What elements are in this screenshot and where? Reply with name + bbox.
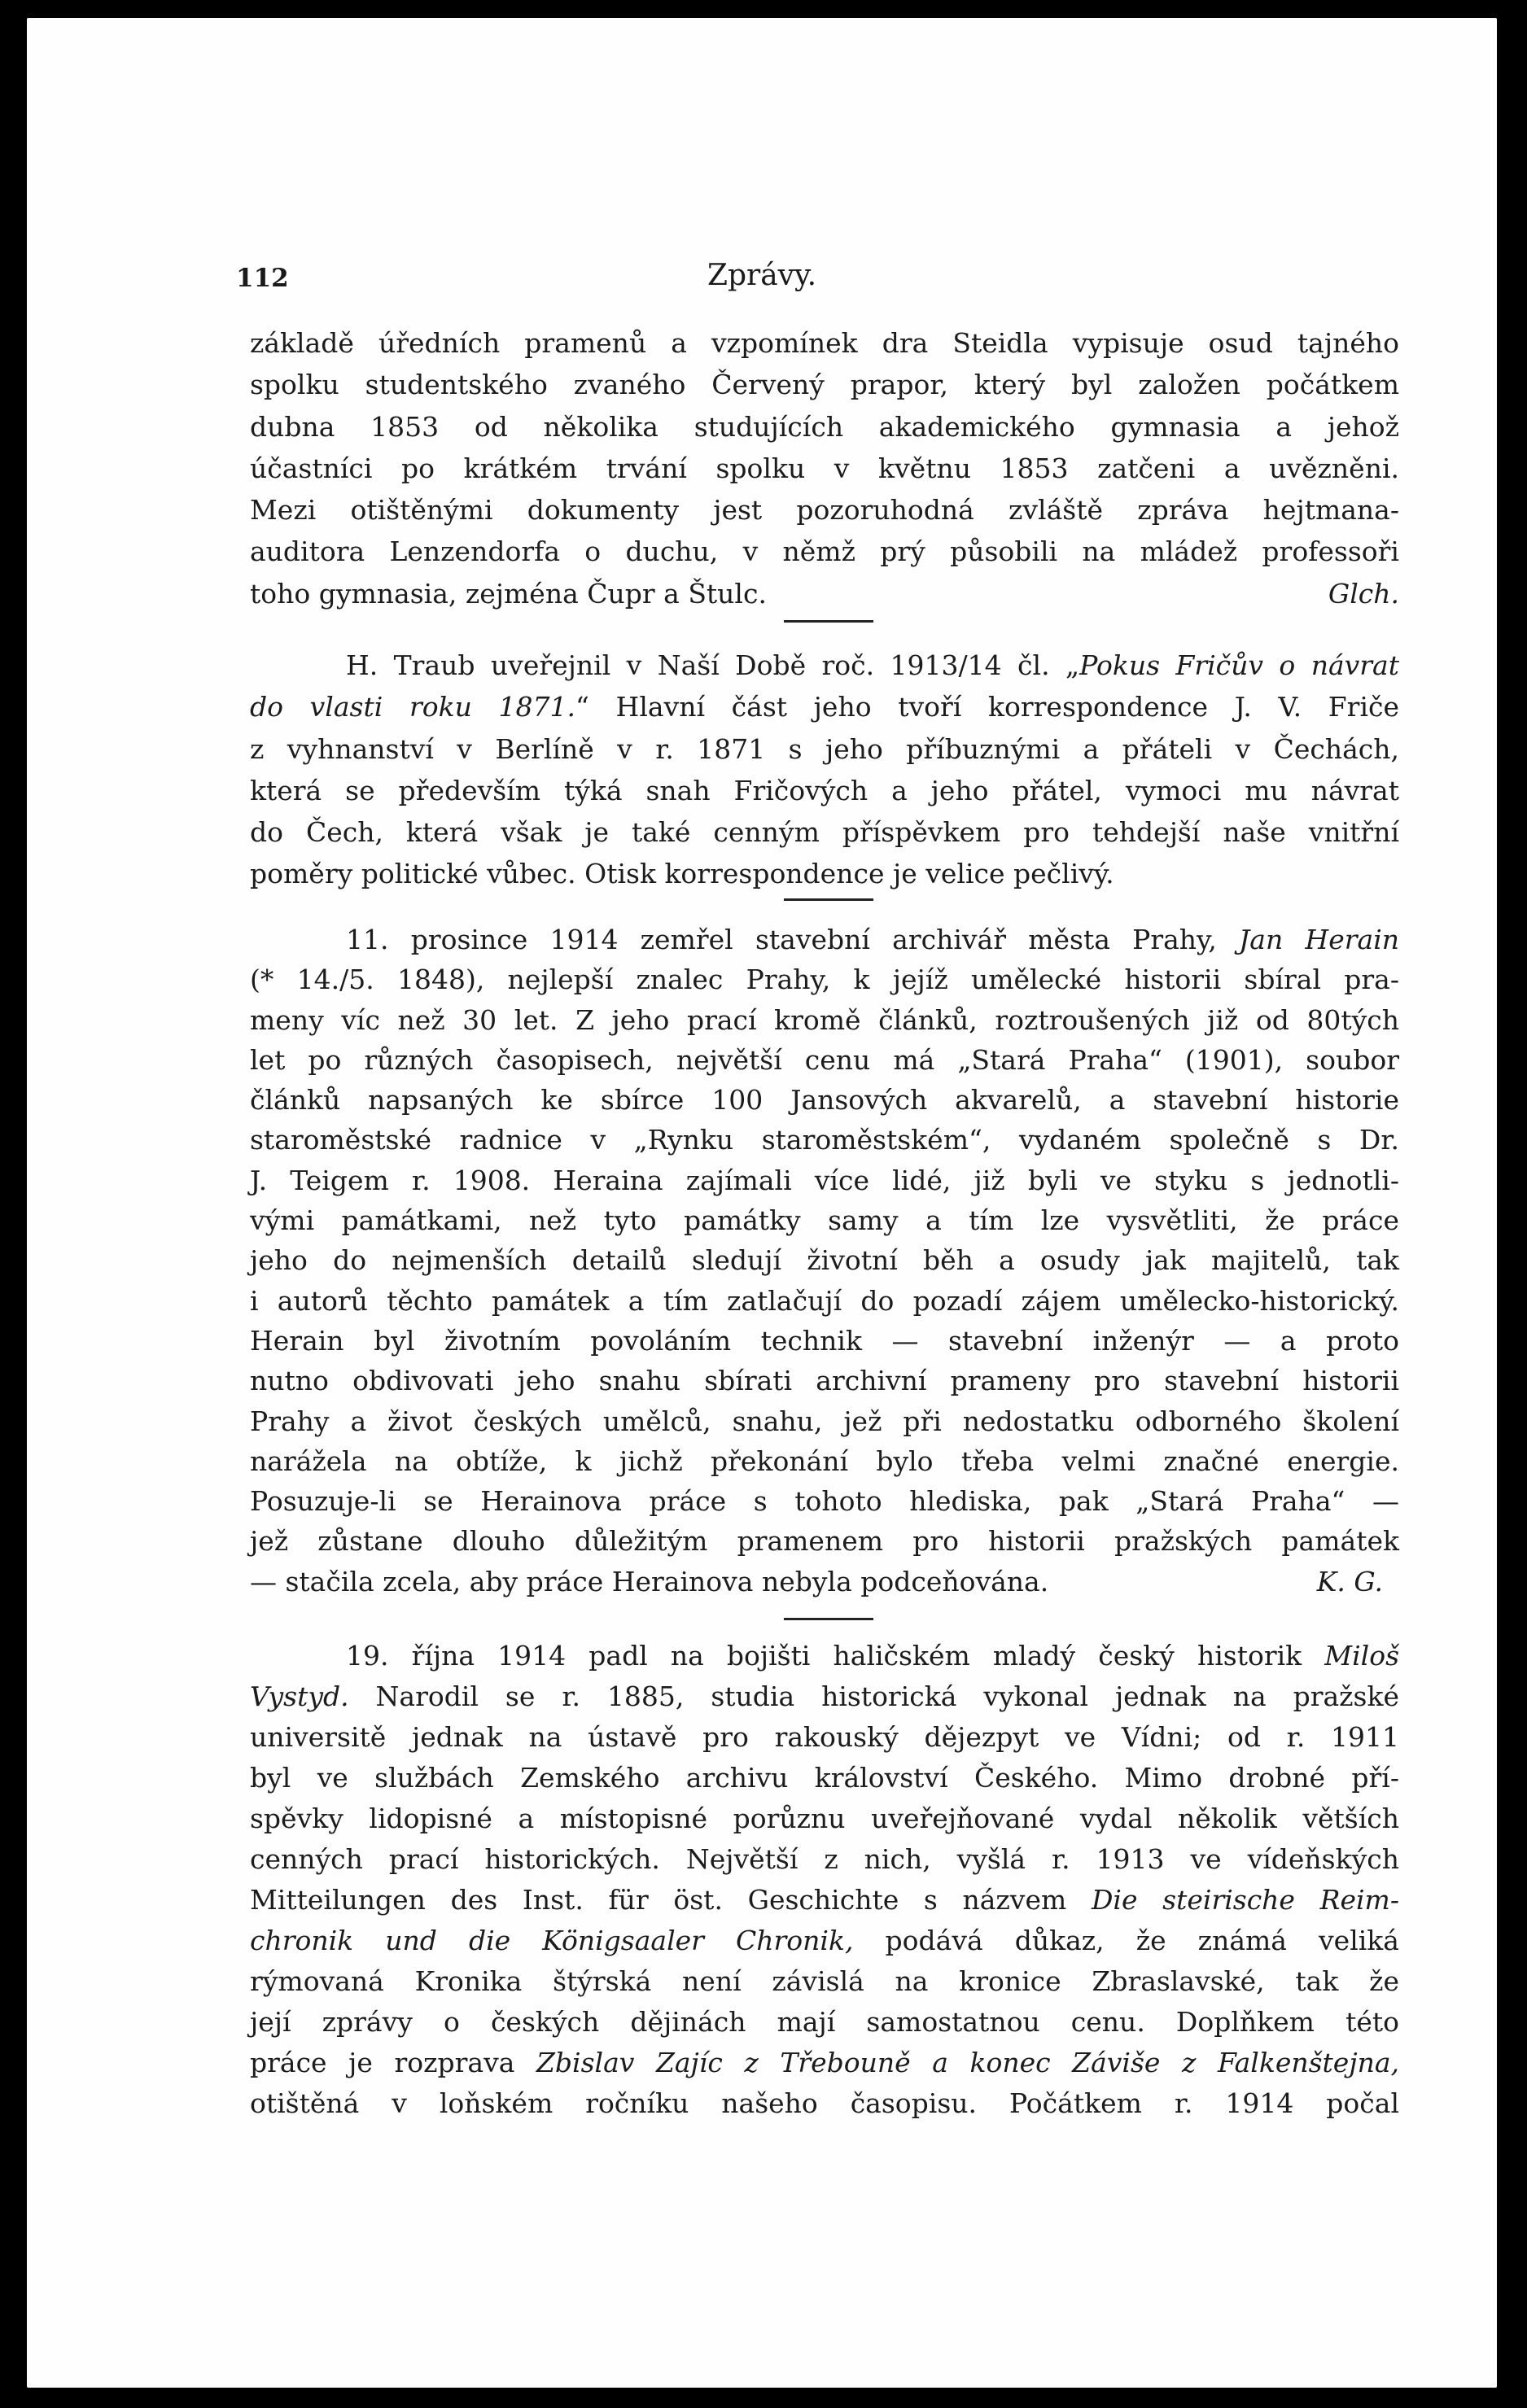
text-segment: práce je rozprava (250, 2047, 536, 2078)
text-line: Posuzuje-li se Herainova práce s tohoto hlediska, pak „Stará Praha“ — (250, 1485, 1399, 1518)
text-line: nutno obdivovati jeho snahu sbírati archivní prameny pro stavební historii (250, 1365, 1399, 1397)
paragraph-herain (250, 920, 1399, 1602)
text-line (250, 920, 1399, 959)
section-divider (784, 1618, 873, 1620)
text-line: (* 14./5. 1848), nejlepší znalec Prahy, k jejíž umělecké historii sbíral pra- (250, 964, 1399, 996)
person-name: Jan Herain (1239, 924, 1399, 955)
text-line: základě úředních pramenů a vzpomínek dra Steidla vypisuje osud tajného (250, 327, 1399, 359)
text-segment: “ Hlavní část jeho tvoří korrespondence J. V. Friče (575, 691, 1400, 723)
text-segment: 11. prosince 1914 zemřel stavební archivář města Prahy, (346, 924, 1240, 955)
running-title: Zprávy. (707, 259, 817, 292)
text-line: článků napsaných ke sbírce 100 Jansových akvarelů, a stavební historie (250, 1084, 1399, 1117)
text-segment: 19. října 1914 padl na bojišti haličském mladý český historik (346, 1640, 1325, 1672)
person-name: Miloš (1324, 1640, 1399, 1672)
text-line (250, 1921, 1399, 1961)
text-line: J. Teigem r. 1908. Heraina zajímali více lidé, již byli ve styku s jednotli- (250, 1164, 1399, 1196)
text-line: let po různých časopisech, největší cenu má „Stará Praha“ (1901), soubor (250, 1043, 1399, 1076)
text-line (250, 1562, 1399, 1602)
page-number: 112 (236, 264, 289, 293)
text-line: staroměstské radnice v „Rynku staroměstském“, vydaném společně s Dr. (250, 1124, 1399, 1156)
text-line: dubna 1853 od několika studujících akademického gymnasia a jehož (250, 410, 1399, 443)
text-line: spěvky lidopisné a místopisné porůznu uveřejňované vydal několik větších (250, 1803, 1399, 1834)
person-name: Vystyd. (250, 1680, 349, 1712)
article-title: do vlasti roku 1871. (250, 691, 575, 723)
section-divider (784, 620, 873, 623)
text-line-content: toho gymnasia, zejména Čupr a Štulc. (250, 577, 767, 610)
text-line: auditora Lenzendorfa o duchu, v němž prý působili na mládež professoři (250, 535, 1399, 568)
author-signature: Glch. (1328, 577, 1399, 610)
paragraph-vystyd (250, 1636, 1399, 2124)
document-page (27, 18, 1497, 2388)
text-line (250, 1676, 1399, 1717)
text-line (250, 2043, 1399, 2083)
text-line: Herain byl životním povoláním technik — stavební inženýr — a proto (250, 1324, 1399, 1357)
section-divider (784, 898, 873, 901)
text-line: účastníci po krátkém trvání spolku v květnu 1853 zatčeni a uvězněni. (250, 452, 1399, 484)
text-line: z vyhnanství v Berlíně v r. 1871 s jeho příbuznými a přáteli v Čechách, (250, 732, 1399, 765)
text-line: jež zůstane dlouho důležitým pramenem pro historii pražských památek (250, 1525, 1399, 1558)
page-header (27, 259, 1497, 296)
text-line: poměry politické vůbec. Otisk korrespondence je velice pečlivý. (250, 858, 1114, 890)
text-line: která se především týká snah Fričových a jeho přátel, vymoci mu návrat (250, 774, 1399, 806)
paragraph-traub (250, 645, 1399, 895)
text-line: do Čech, která však je také cenným příspěvkem pro tehdejší naše vnitřní (250, 816, 1399, 849)
article-title: Pokus Fričův o návrat (1079, 649, 1399, 681)
text-line (250, 645, 1399, 686)
text-line: Mezi otištěnými dokumenty jest pozoruhodná zvláště zpráva hejtmana- (250, 494, 1399, 527)
text-segment: H. Traub uveřejnil v Naší Době roč. 1913/14 čl. „ (346, 649, 1080, 681)
work-title: chronik und die Königsaaler Chronik, (250, 1925, 854, 1956)
text-line: narážela na obtíže, k jichž překonání bylo třeba velmi značné energie. (250, 1444, 1399, 1477)
text-line: její zprávy o českých dějinách mají samostatnou cenu. Doplňkem této (250, 2006, 1399, 2038)
text-line: jeho do nejmenších detailů sledují životní běh a osudy jak majitelů, tak (250, 1244, 1399, 1277)
work-title: Zbislav Zajíc z Třebouně a konec Záviše z Falkenštejna, (536, 2047, 1399, 2078)
text-segment: podává důkaz, že známá veliká (853, 1925, 1399, 1956)
text-line: Prahy a život českých umělců, snahu, jež při nedostatku odborného školení (250, 1405, 1399, 1437)
text-line: meny víc než 30 let. Z jeho prací kromě článků, roztroušených již od 80tých (250, 1003, 1399, 1036)
text-line-content: — stačila zcela, aby práce Herainova nebyla podceňována. (250, 1565, 1049, 1597)
text-line: spolku studentského zvaného Červený prapor, který byl založen počátkem (250, 369, 1399, 401)
text-line: universitě jednak na ústavě pro rakouský dějezpyt ve Vídni; od r. 1911 (250, 1721, 1399, 1753)
text-line: rýmovaná Kronika štýrská není závislá na kronice Zbraslavské, tak že (250, 1965, 1399, 1997)
paragraph-steidl (250, 322, 1399, 614)
text-line: i autorů těchto památek a tím zatlačují do pozadí zájem umělecko-historický. (250, 1284, 1399, 1317)
text-line (250, 1636, 1399, 1676)
text-line (250, 1880, 1399, 1921)
text-line: otištěná v loňském ročníku našeho časopisu. Počátkem r. 1914 počal (250, 2087, 1399, 2119)
work-title: Die steirische Reim- (1091, 1884, 1400, 1916)
text-segment: Narodil se r. 1885, studia historická vykonal jednak na pražské (348, 1680, 1399, 1712)
text-line: vými památkami, než tyto památky samy a tím lze vysvětliti, že práce (250, 1204, 1399, 1237)
text-line (250, 573, 1399, 614)
text-line (250, 686, 1399, 728)
author-signature: K. G. (1316, 1565, 1383, 1597)
text-line: byl ve službách Zemského archivu království Českého. Mimo drobné pří- (250, 1762, 1399, 1794)
text-line: cenných prací historických. Největší z nich, vyšlá r. 1913 ve vídeňských (250, 1843, 1399, 1875)
text-segment: Mitteilungen des Inst. für öst. Geschichte s názvem (250, 1884, 1092, 1916)
